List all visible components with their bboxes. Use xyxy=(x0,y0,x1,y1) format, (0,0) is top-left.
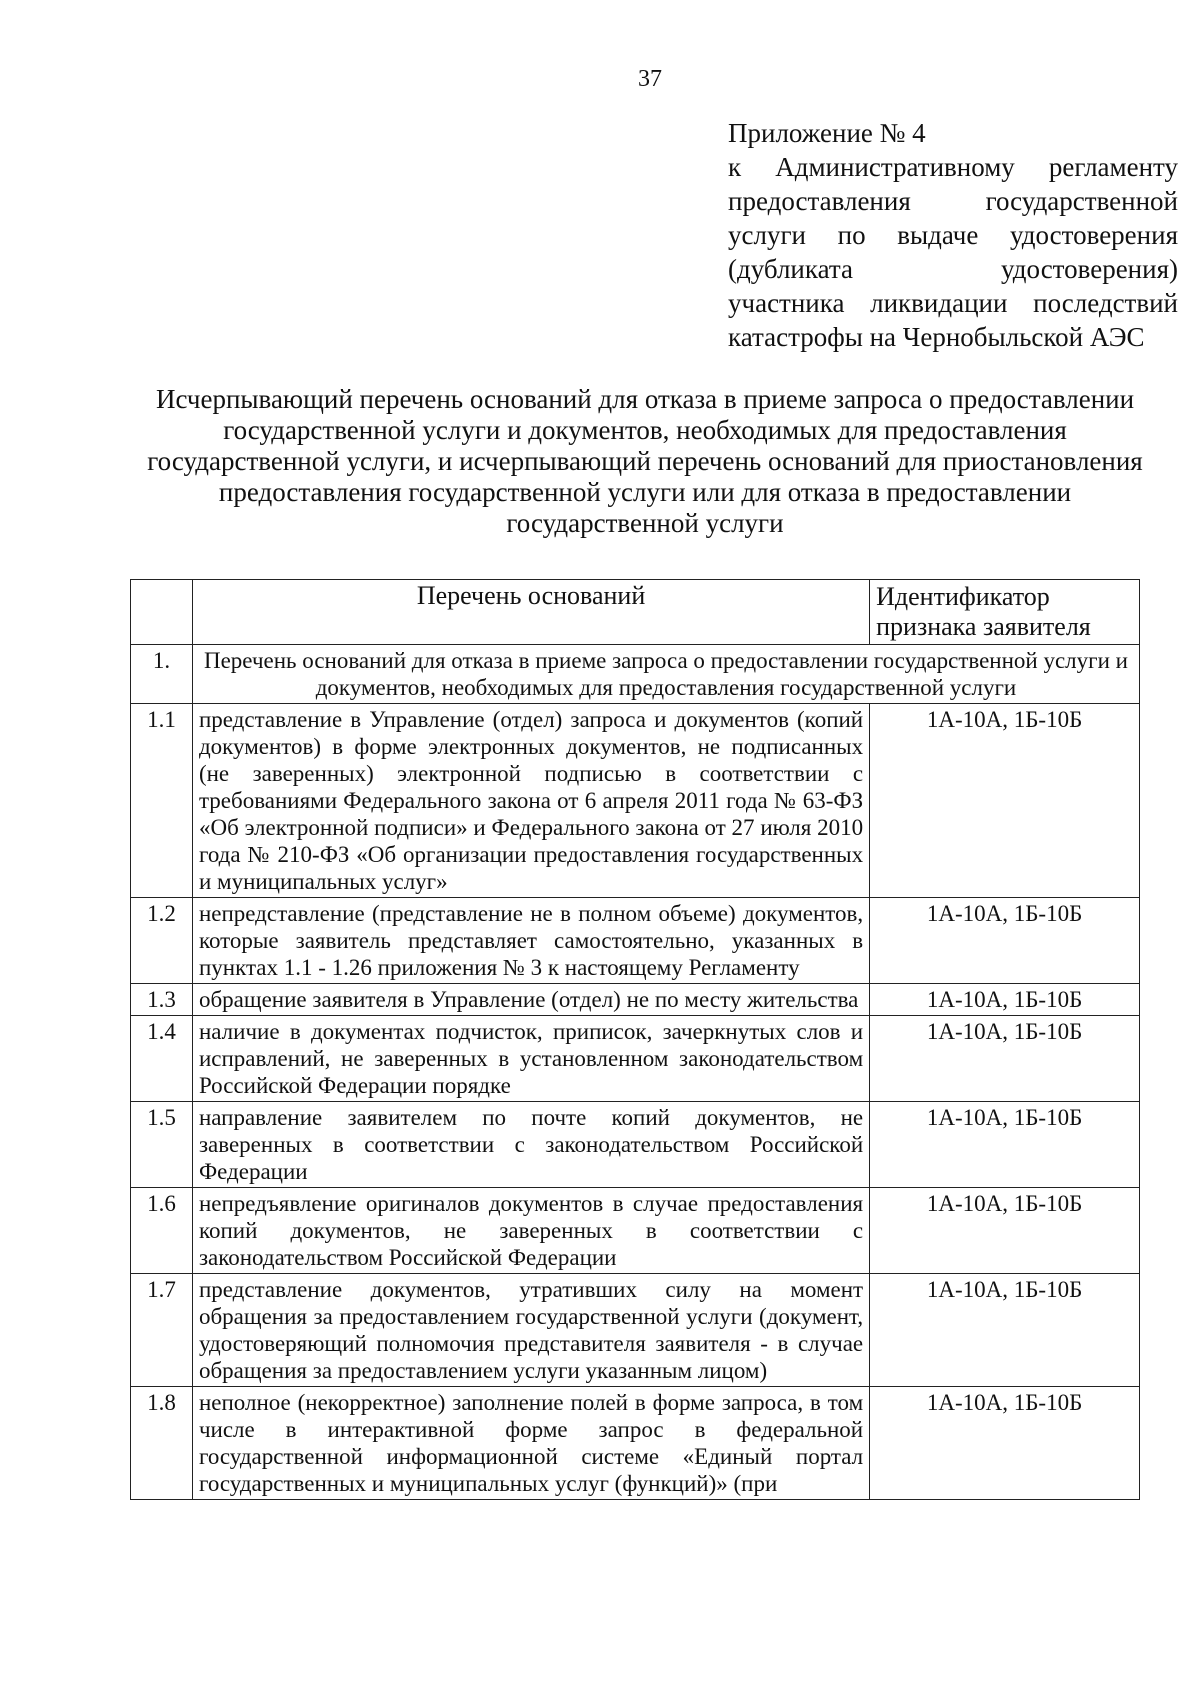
row-reason: наличие в документах подчисток, приписок, зачеркнутых слов и исправлений, не заверенных в установленном законодательством Российской Федерации порядке xyxy=(192,1016,869,1102)
row-identifier: 1А-10А, 1Б-10Б xyxy=(870,1102,1140,1188)
row-identifier: 1А-10А, 1Б-10Б xyxy=(870,1387,1140,1500)
appendix-line: предоставления государственной xyxy=(728,186,1178,216)
section-title: Перечень оснований для отказа в приеме запроса о предоставлении государственной услуги и документов, необходимых для предоставления государственной услуги xyxy=(192,645,1139,704)
row-number: 1.3 xyxy=(131,984,193,1016)
section-number: 1. xyxy=(131,645,193,704)
row-number: 1.8 xyxy=(131,1387,193,1500)
row-number: 1.1 xyxy=(131,704,193,898)
row-reason: неполное (некорректное) заполнение полей в форме запроса, в том числе в интерактивной форме запрос в федеральной государственной информационной системе «Единый портал государственных и муниципальных услуг (функций)» (при xyxy=(192,1387,869,1500)
appendix-line: к Административному регламенту xyxy=(728,152,1178,182)
table-row xyxy=(131,1016,1140,1102)
table-row xyxy=(131,898,1140,984)
header-num-cell xyxy=(131,580,193,645)
row-identifier: 1А-10А, 1Б-10Б xyxy=(870,1188,1140,1274)
row-identifier: 1А-10А, 1Б-10Б xyxy=(870,1274,1140,1387)
row-identifier: 1А-10А, 1Б-10Б xyxy=(870,898,1140,984)
appendix-line: Приложение № 4 xyxy=(728,118,926,148)
row-reason: представление документов, утративших силу на момент обращения за предоставлением государственной услуги (документ, удостоверяющий полномочия представителя заявителя - в случае обращения за предоставлением услуги указанным лицом) xyxy=(192,1274,869,1387)
row-identifier: 1А-10А, 1Б-10Б xyxy=(870,984,1140,1016)
table-row xyxy=(131,1387,1140,1500)
appendix-line: услуги по выдаче удостоверения xyxy=(728,220,1178,250)
table-row xyxy=(131,1274,1140,1387)
row-reason: непредъявление оригиналов документов в случае предоставления копий документов, не заверенных в соответствии с законодательством Российской Федерации xyxy=(192,1188,869,1274)
row-number: 1.2 xyxy=(131,898,193,984)
row-identifier: 1А-10А, 1Б-10Б xyxy=(870,704,1140,898)
row-reason: непредставление (представление не в полном объеме) документов, которые заявитель представляет самостоятельно, указанных в пунктах 1.1 - 1.26 приложения № 3 к настоящему Регламенту xyxy=(192,898,869,984)
table-row xyxy=(131,1188,1140,1274)
row-number: 1.5 xyxy=(131,1102,193,1188)
appendix-line: (дубликата удостоверения) xyxy=(728,254,1178,284)
table-row xyxy=(131,704,1140,898)
row-identifier: 1А-10А, 1Б-10Б xyxy=(870,1016,1140,1102)
header-reasons: Перечень оснований xyxy=(192,580,869,645)
table-header-row xyxy=(131,580,1140,645)
page-number: 37 xyxy=(638,66,662,92)
appendix-line: катастрофы на Чернобыльской АЭС xyxy=(728,322,1145,352)
grounds-table xyxy=(130,579,1140,1500)
row-reason: представление в Управление (отдел) запроса и документов (копий документов) в форме электронных документов, не подписанных (не заверенных) электронной подписью в соответствии с требованиями Федерального закона от 6 апреля 2011 года № 63-ФЗ «Об электронной подписи» и Федерального закона от 27 июля 2010 года № 210-ФЗ «Об организации предоставления государственных и муниципальных услуг» xyxy=(192,704,869,898)
header-identifier: Идентификатор признака заявителя xyxy=(870,580,1140,645)
row-number: 1.6 xyxy=(131,1188,193,1274)
table-row xyxy=(131,1102,1140,1188)
appendix-line: участника ликвидации последствий xyxy=(728,288,1178,318)
appendix-heading xyxy=(728,116,1178,354)
section-row xyxy=(131,645,1140,704)
row-number: 1.4 xyxy=(131,1016,193,1102)
row-reason: направление заявителем по почте копий документов, не заверенных в соответствии с законодательством Российской Федерации xyxy=(192,1102,869,1188)
row-number: 1.7 xyxy=(131,1274,193,1387)
row-reason: обращение заявителя в Управление (отдел) не по месту жительства xyxy=(192,984,869,1016)
table-row xyxy=(131,984,1140,1016)
document-title: Исчерпывающий перечень оснований для отказа в приеме запроса о предоставлении государственной услуги и документов, необходимых для предоставления государственной услуги, и исчерпывающий перечень оснований для приостановления предоставления государственной услуги или для отказа в предоставлении государственной услуги xyxy=(147,384,1143,538)
